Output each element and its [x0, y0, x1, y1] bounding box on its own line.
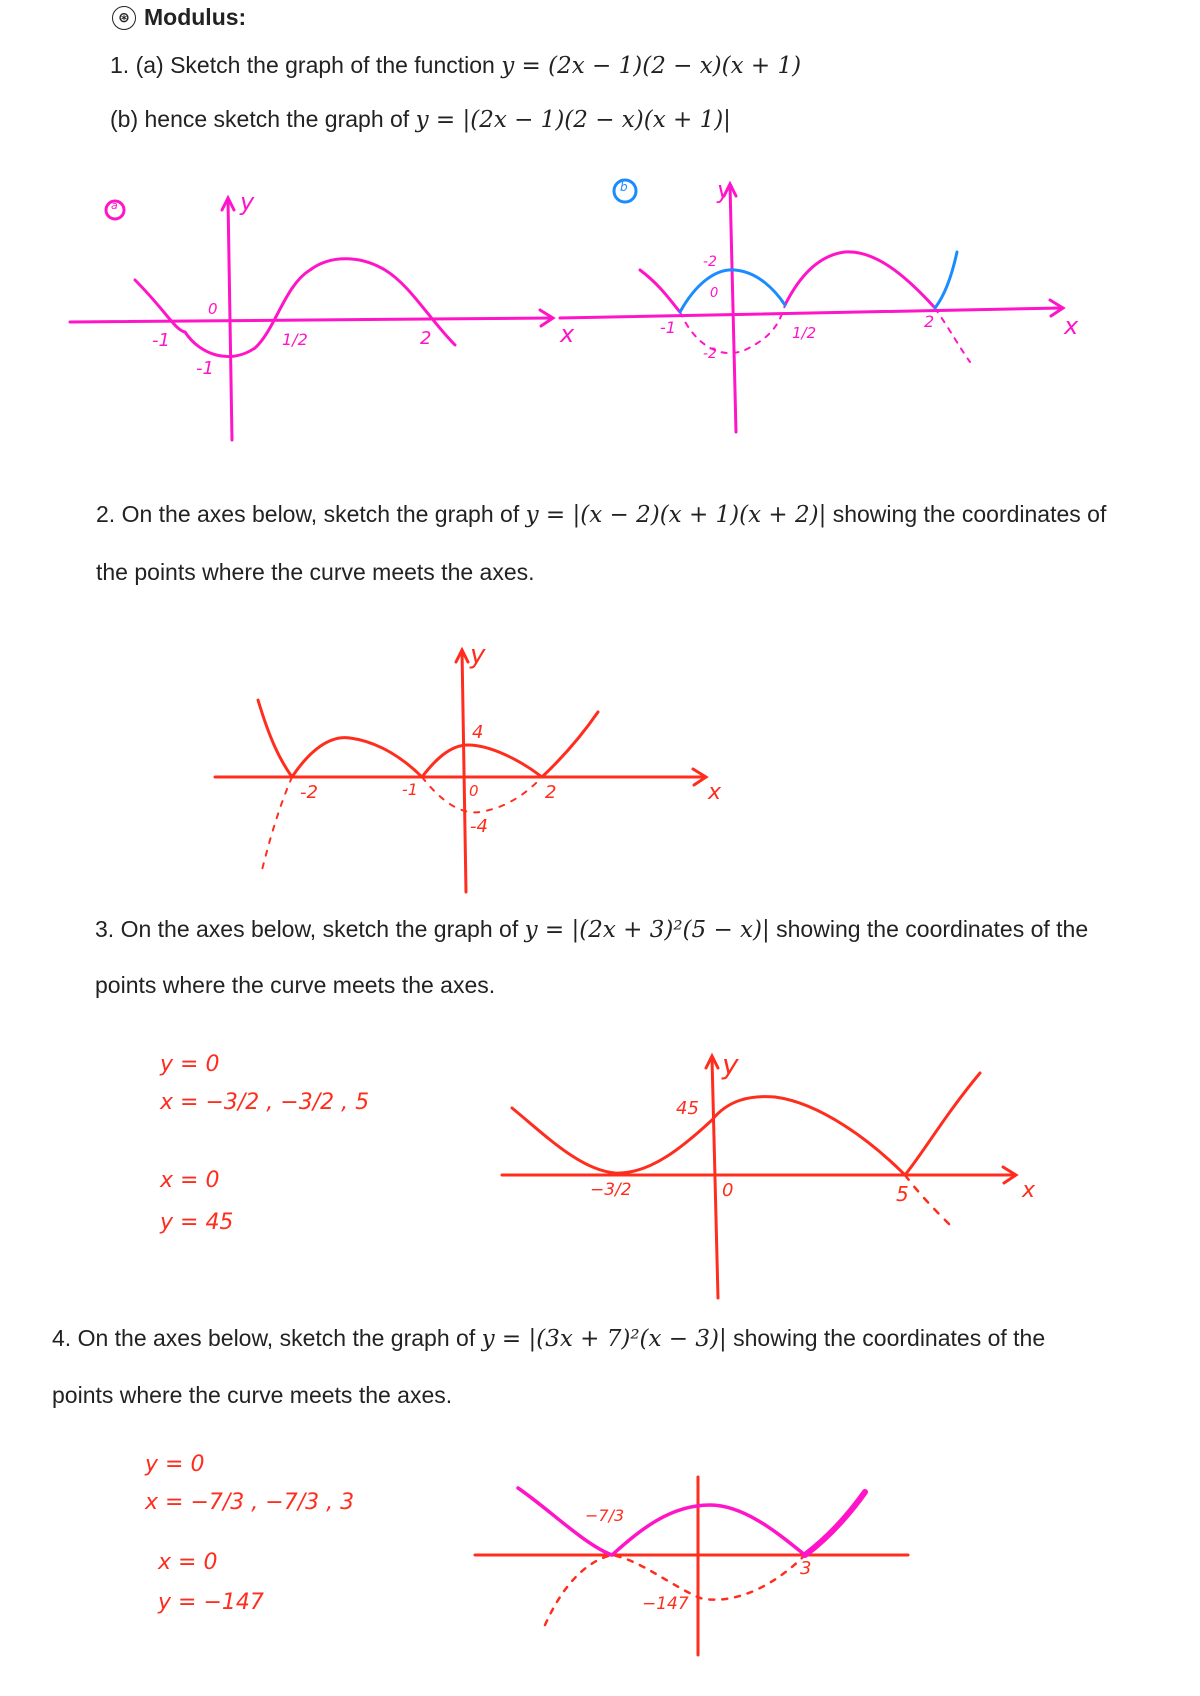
- q3-y-label: y: [722, 1048, 739, 1081]
- q3-y-intercept: 45: [676, 1098, 699, 1119]
- q3-work-3: x = 0: [160, 1168, 220, 1193]
- q3-x-intercept-2: 5: [896, 1182, 909, 1206]
- q2-suffix: showing the coordinates of: [826, 501, 1107, 527]
- q4-x-intercept-1: −7/3: [585, 1506, 625, 1525]
- q2-equation: y = |(x − 2)(x + 1)(x + 2)|: [525, 502, 827, 528]
- q1a-x-intercept-3: 2: [420, 328, 432, 349]
- q3-line2: points where the curve meets the axes.: [95, 972, 496, 998]
- q1b-origin: 0: [710, 286, 719, 301]
- q2-label-4: 4: [472, 722, 484, 743]
- q1b-equation: y = |(2x − 1)(2 − x)(x + 1)|: [415, 107, 731, 133]
- q1a-y-label: y: [240, 188, 255, 216]
- bullet-icon: ⊛: [112, 6, 136, 30]
- q1b-x-intercept-1: -1: [660, 318, 676, 337]
- q4-work-1: y = 0: [145, 1452, 205, 1477]
- q3-suffix: showing the coordinates of the: [769, 916, 1089, 942]
- q1a-y-intercept: -1: [196, 358, 214, 379]
- q1b-prefix: (b) hence sketch the graph of: [110, 106, 416, 132]
- q4-work-3: x = 0: [158, 1550, 218, 1575]
- q1b-x-intercept-2: 1/2: [792, 324, 817, 342]
- q4-equation: y = |(3x + 7)²(x − 3)|: [481, 1326, 727, 1352]
- q3-equation: y = |(2x + 3)²(5 − x)|: [524, 917, 770, 943]
- q2-line2: the points where the curve meets the axes.: [96, 559, 535, 585]
- q2-y-label: y: [470, 640, 486, 670]
- q1a-origin: 0: [208, 300, 218, 318]
- q3-work-2: x = −3/2 , −3/2 , 5: [160, 1090, 370, 1115]
- q3-origin: 0: [722, 1180, 734, 1201]
- q2-label-minus-4: -4: [470, 816, 488, 837]
- q1b-x-intercept-3: 2: [924, 312, 935, 331]
- q1b-circle-label: b: [620, 180, 628, 194]
- q4-y-intercept: −147: [642, 1594, 689, 1614]
- q4-line2: points where the curve meets the axes.: [52, 1382, 453, 1408]
- q1b-y-intercept-bottom: -2: [703, 346, 717, 362]
- q1a-equation: y = (2x − 1)(2 − x)(x + 1): [501, 53, 802, 79]
- q2-x-label: x: [708, 780, 722, 805]
- q4-prefix: 4. On the axes below, sketch the graph of: [52, 1325, 482, 1351]
- section-title: Modulus:: [144, 4, 247, 30]
- q4-right-branch: [805, 1492, 865, 1555]
- q1a-x-intercept-2: 1/2: [282, 330, 308, 349]
- q3-prefix: 3. On the axes below, sketch the graph of: [95, 916, 525, 942]
- q2-label-minus-1: -1: [402, 780, 418, 799]
- q4-suffix: showing the coordinates of the: [726, 1325, 1046, 1351]
- q1b-y-intercept-top: -2: [703, 254, 717, 270]
- q3-work-4: y = 45: [160, 1210, 234, 1235]
- q1a-x-label: x: [560, 320, 575, 348]
- q3-x-intercept-1: −3/2: [590, 1180, 632, 1200]
- q1a-prefix: 1. (a) Sketch the graph of the function: [110, 52, 502, 78]
- q1a-circle-label: a: [111, 199, 118, 212]
- q4-below-curve: [545, 1555, 805, 1625]
- q2-prefix: 2. On the axes below, sketch the graph of: [96, 501, 526, 527]
- q4-reflected-curve: [518, 1488, 805, 1555]
- q4-work-4: y = −147: [158, 1590, 264, 1615]
- q4-x-intercept-2: 3: [800, 1558, 812, 1579]
- q1b-x-label: x: [1064, 312, 1079, 340]
- q1a-x-intercept-1: -1: [152, 330, 170, 351]
- q3-x-label: x: [1022, 1178, 1036, 1203]
- q2-label-2: 2: [545, 782, 557, 803]
- q1b-y-label: y: [717, 176, 732, 204]
- q2-origin: 0: [469, 782, 479, 800]
- q3-work-1: y = 0: [160, 1052, 220, 1077]
- q4-work-2: x = −7/3 , −7/3 , 3: [145, 1490, 355, 1515]
- q2-label-minus-2: -2: [300, 782, 318, 803]
